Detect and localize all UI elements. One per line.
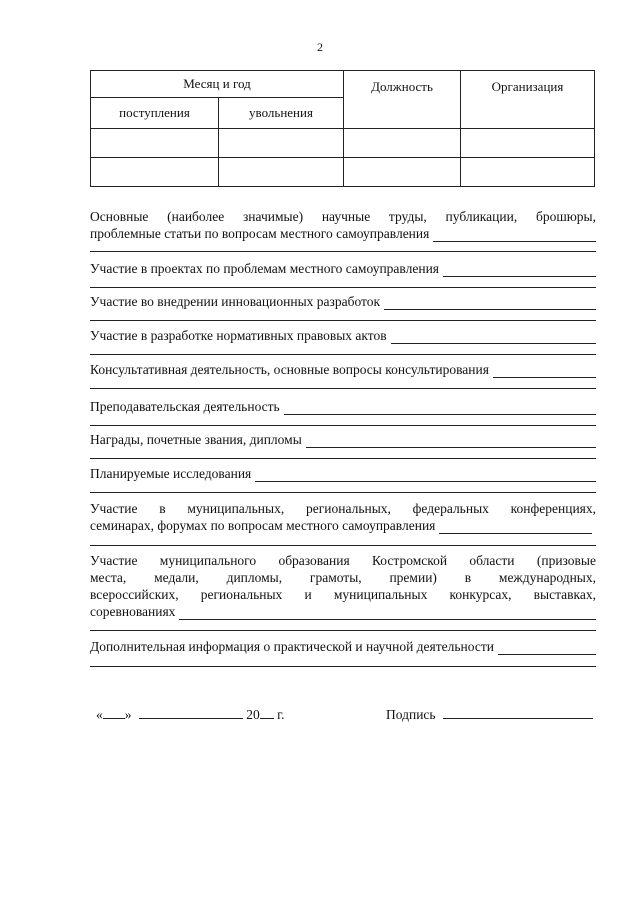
additional-label: Дополнительная информация о практической и научной деятельности	[90, 639, 494, 654]
contest-label-line4: соревнованиях	[90, 604, 176, 619]
subheader-admission: поступления	[91, 98, 219, 129]
conferences-field[interactable]	[90, 517, 596, 534]
quote-open: «	[96, 707, 103, 722]
teaching-label: Преподавательская деятельность	[90, 399, 280, 414]
consulting-field[interactable]	[90, 361, 596, 378]
contest-extra-line[interactable]	[90, 630, 596, 631]
projects-label: Участие в проектах по проблемам местного самоуправления	[90, 261, 440, 276]
innovation-blank[interactable]	[384, 297, 596, 310]
day-blank[interactable]	[103, 706, 125, 719]
legal-acts-extra-line[interactable]	[90, 354, 596, 355]
additional-field[interactable]	[90, 638, 596, 655]
year-suffix: г.	[277, 707, 285, 722]
cell-organization[interactable]	[461, 158, 595, 187]
conferences-blank[interactable]	[439, 521, 592, 534]
legal-acts-blank[interactable]	[391, 331, 596, 344]
page-number: 2	[317, 40, 323, 54]
additional-extra-line[interactable]	[90, 666, 596, 667]
teaching-field[interactable]	[90, 398, 596, 415]
research-extra-line[interactable]	[90, 492, 596, 493]
year-blank[interactable]	[260, 706, 274, 719]
month-blank[interactable]	[139, 706, 243, 719]
awards-field[interactable]	[90, 431, 596, 448]
contest-field[interactable]	[90, 603, 596, 620]
signature-block	[386, 706, 593, 723]
cell-dismissal[interactable]	[219, 129, 344, 158]
works-field[interactable]	[90, 225, 596, 242]
teaching-blank[interactable]	[284, 402, 596, 415]
works-label-line2: проблемные статьи по вопросам местного самоуправления	[90, 226, 430, 241]
legal-acts-label: Участие в разработке нормативных правовых актов	[90, 328, 387, 343]
year-prefix: 20	[246, 707, 260, 722]
contest-label-line1: Участие муниципального образования Костромской области (призовые	[90, 553, 596, 568]
conferences-label-line1: Участие в муниципальных, региональных, федеральных конференциях,	[90, 501, 596, 516]
innovation-field[interactable]	[90, 293, 596, 310]
research-label: Планируемые исследования	[90, 466, 252, 481]
cell-admission[interactable]	[91, 158, 219, 187]
contest-label-line2: места, медали, дипломы, грамоты, премии) в международных,	[90, 570, 596, 585]
works-extra-line[interactable]	[90, 251, 596, 252]
awards-extra-line[interactable]	[90, 458, 596, 459]
consulting-extra-line[interactable]	[90, 388, 596, 389]
header-organization: Организация	[461, 71, 595, 129]
signature-blank[interactable]	[443, 706, 593, 719]
header-position: Должность	[344, 71, 461, 129]
projects-extra-line[interactable]	[90, 287, 596, 288]
consulting-label: Консультативная деятельность, основные вопросы консультирования	[90, 362, 489, 377]
innovation-extra-line[interactable]	[90, 320, 596, 321]
awards-label: Награды, почетные звания, дипломы	[90, 432, 302, 447]
cell-admission[interactable]	[91, 129, 219, 158]
works-blank[interactable]	[433, 229, 596, 242]
conferences-extra-line[interactable]	[90, 545, 596, 546]
research-field[interactable]	[90, 465, 596, 482]
table-row	[91, 129, 595, 158]
cell-position[interactable]	[344, 158, 461, 187]
header-month-year: Месяц и год	[91, 71, 344, 98]
employment-table	[90, 70, 595, 187]
contest-label-line3: всероссийских, региональных и муниципальных конкурсах, выставках,	[90, 587, 596, 602]
awards-blank[interactable]	[306, 435, 596, 448]
quote-close: »	[124, 707, 132, 722]
signature-label: Подпись	[386, 707, 436, 722]
table-row	[91, 158, 595, 187]
legal-acts-field[interactable]	[90, 327, 596, 344]
cell-position[interactable]	[344, 129, 461, 158]
conferences-label-line2: семинарах, форумах по вопросам местного самоуправления	[90, 518, 436, 533]
cell-organization[interactable]	[461, 129, 595, 158]
projects-blank[interactable]	[443, 264, 596, 277]
projects-field[interactable]	[90, 260, 596, 277]
cell-dismissal[interactable]	[219, 158, 344, 187]
innovation-label: Участие во внедрении инновационных разработок	[90, 294, 381, 309]
date-block	[96, 706, 285, 723]
subheader-dismissal: увольнения	[219, 98, 344, 129]
works-label-line1: Основные (наиболее значимые) научные труды, публикации, брошюры,	[90, 209, 596, 224]
research-blank[interactable]	[255, 469, 596, 482]
consulting-blank[interactable]	[493, 365, 596, 378]
contest-blank[interactable]	[179, 607, 596, 620]
teaching-extra-line[interactable]	[90, 425, 596, 426]
additional-blank[interactable]	[498, 642, 596, 655]
